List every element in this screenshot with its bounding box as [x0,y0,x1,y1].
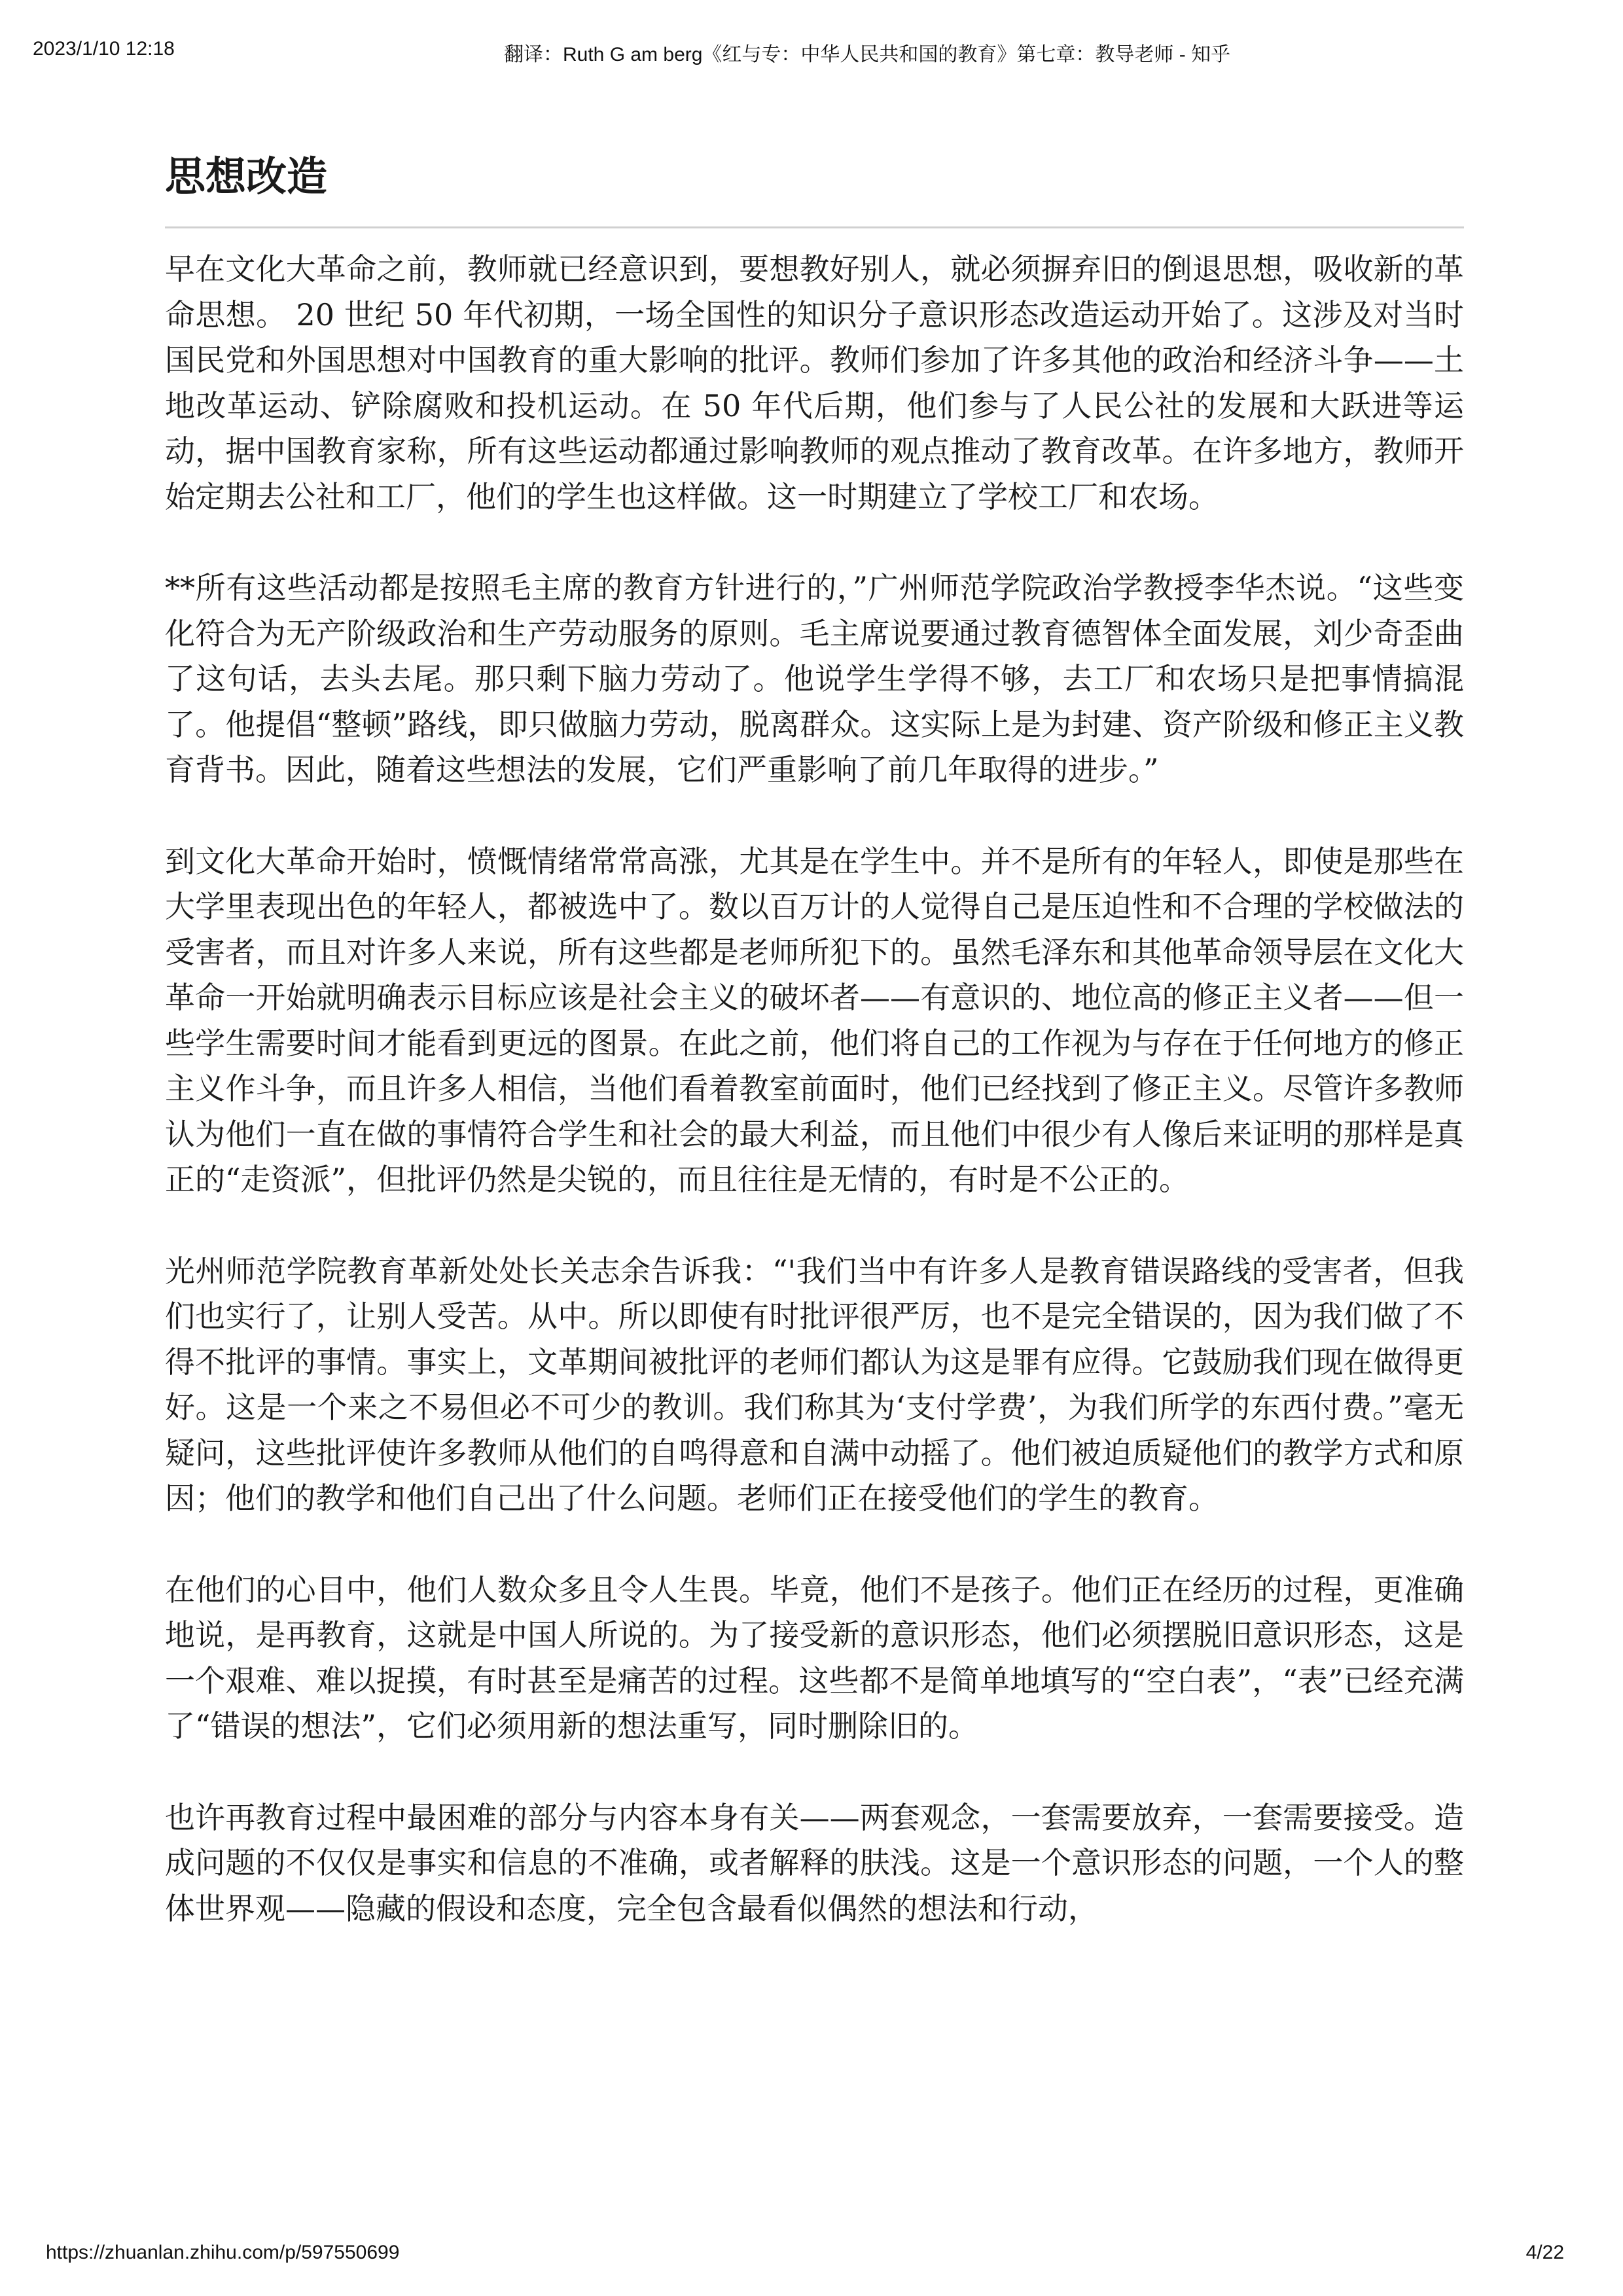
page-number: 4/22 [1525,2242,1564,2263]
print-page-title: 翻译：Ruth G am berg《红与专：中华人民共和国的教育》第七章：教导老师 - 知乎 [504,44,1231,65]
print-header [0,38,1623,77]
section-title: 思想改造 [165,152,328,200]
print-footer [0,2242,1623,2281]
article-paragraph: 在他们的心目中，他们人数众多且令人生畏。毕竟，他们不是孩子。他们正在经历的过程，更准确地说，是再教育，这就是中国人所说的。为了接受新的意识形态，他们必须摆脱旧意识形态，这是一个艰难、难以捉摸，有时甚至是痛苦的过程。这些都不是简单地填写的“空白表”，“表”已经充满了“错误的想法”，它们必须用新的想法重写，同时删除旧的。 [165,1571,1464,1744]
print-datetime: 2023/1/10 12:18 [33,38,175,60]
article-paragraph: 也许再教育过程中最困难的部分与内容本身有关——两套观念，一套需要放弃，一套需要接受。造成问题的不仅仅是事实和信息的不准确，或者解释的肤浅。这是一个意识形态的问题，一个人的整体世界观——隐藏的假设和态度，完全包含最看似偶然的想法和行动， [165,1799,1464,1926]
page-url: https://zhuanlan.zhihu.com/p/597550699 [46,2242,400,2263]
title-divider [165,226,1464,228]
article-paragraph: 到文化大革命开始时，愤慨情绪常常高涨，尤其是在学生中。并不是所有的年轻人，即使是那些在大学里表现出色的年轻人，都被选中了。数以百万计的人觉得自己是压迫性和不合理的学校做法的受害者，而且对许多人来说，所有这些都是老师所犯下的。虽然毛泽东和其他革命领导层在文化大革命一开始就明确表示目标应该是社会主义的破坏者——有意识的、地位高的修正主义者——但一些学生需要时间才能看到更远的图景。在此之前，他们将自己的工作视为与存在于任何地方的修正主义作斗争，而且许多人相信，当他们看着教室前面时，他们已经找到了修正主义。尽管许多教师认为他们一直在做的事情符合学生和社会的最大利益，而且他们中很少有人像后来证明的那样是真正的“走资派”，但批评仍然是尖锐的，而且往往是无情的，有时是不公正的。 [165,843,1464,1197]
article-paragraph: **所有这些活动都是按照毛主席的教育方针进行的，”广州师范学院政治学教授李华杰说。“这些变化符合为无产阶级政治和生产劳动服务的原则。毛主席说要通过教育德智体全面发展，刘少奇歪曲了这句话，去头去尾。那只剩下脑力劳动了。他说学生学得不够，去工厂和农场只是把事情搞混了。他提倡“整顿”路线，即只做脑力劳动，脱离群众。这实际上是为封建、资产阶级和修正主义教育背书。因此，随着这些想法的发展，它们严重影响了前几年取得的进步。” [165,570,1464,787]
article-body [165,131,1464,1977]
article-paragraph: 早在文化大革命之前，教师就已经意识到，要想教好别人，就必须摒弃旧的倒退思想，吸收新的革命思想。 20 世纪 50 年代初期，一场全国性的知识分子意识形态改造运动开始了。这涉及对当时国民党和外国思想对中国教育的重大影响的批评。教师们参加了许多其他的政治和经济斗争——土地改革运动、铲除腐败和投机运动。在 50 年代后期，他们参与了人民公社的发展和大跃进等运动，据中国教育家称，所有这些运动都通过影响教师的观点推动了教育改革。在许多地方，教师开始定期去公社和工厂，他们的学生也这样做。这一时期建立了学校工厂和农场。 [165,251,1464,514]
article-paragraph: 光州师范学院教育革新处处长关志余告诉我：“'我们当中有许多人是教育错误路线的受害者，但我们也实行了，让别人受苦。从中。所以即使有时批评很严厉，也不是完全错误的，因为我们做了不得不批评的事情。事实上，文革期间被批评的老师们都认为这是罪有应得。它鼓励我们现在做得更好。这是一个来之不易但必不可少的教训。我们称其为‘支付学费’，为我们所学的东西付费。”毫无疑问，这些批评使许多教师从他们的自鸣得意和自满中动摇了。他们被迫质疑他们的教学方式和原因；他们的教学和他们自己出了什么问题。老师们正在接受他们的学生的教育。 [165,1253,1464,1516]
